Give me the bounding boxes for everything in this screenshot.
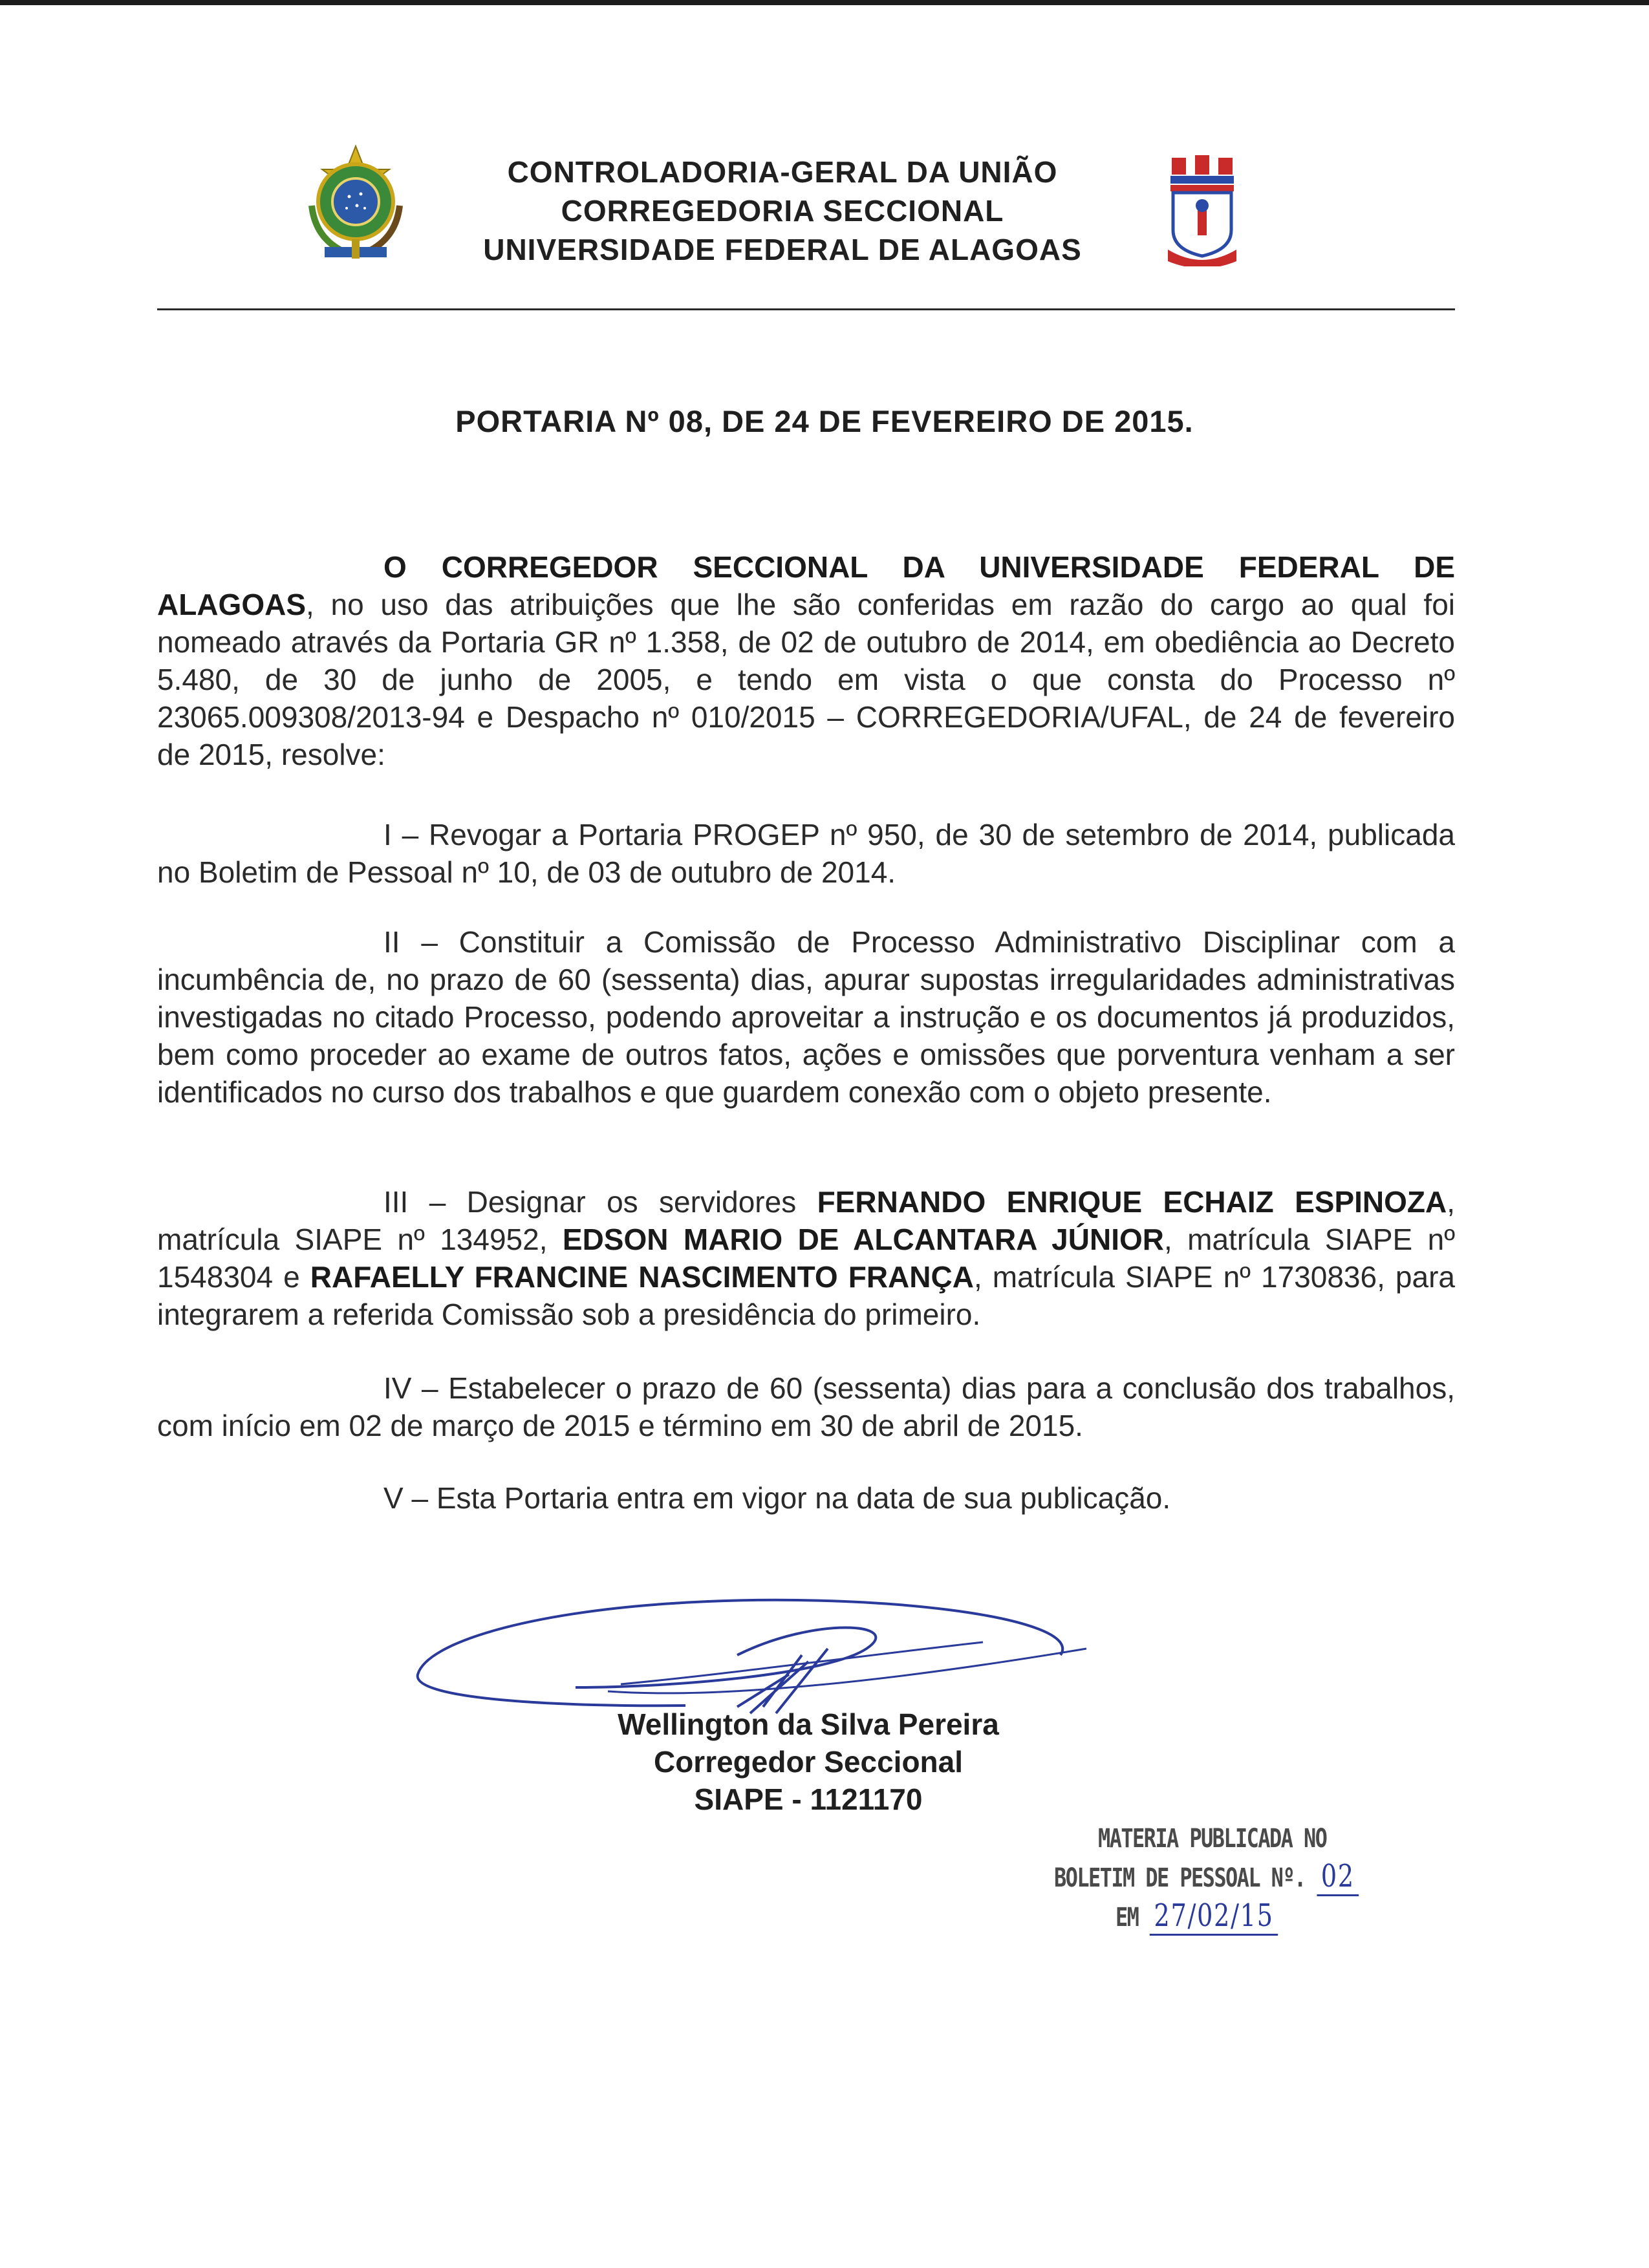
member-name-3: RAFAELLY FRANCINE NASCIMENTO FRANÇA — [310, 1260, 974, 1294]
intro-paragraph — [157, 548, 1455, 773]
article-iii-text-4: , matrícula SIAPE nº 1730836, para integrarem a referida Comissão sob a presidência do primeiro. — [157, 1260, 1455, 1331]
article-ii-text: II – Constituir a Comissão de Processo Administrativo Disciplinar com a incumbência de, no prazo de 60 (sessenta) dias, apurar supostas irregularidades administrativas investigadas no citado Processo, podendo aproveitar a instrução e os documentos já produzidos, bem como proceder ao exame de outros fatos, ações e omissões que porventura venham a ser identificados no curso dos trabalhos e que guardem conexão com o objeto presente. — [157, 925, 1455, 1109]
stamp-line-1: MATERIA PUBLICADA NO — [1098, 1824, 1327, 1854]
stamp-date-label: EM — [1116, 1903, 1139, 1932]
intro-bold-opening: O CORREGEDOR SECCIONAL DA UNIVERSIDADE FEDERAL DE ALAGOAS — [157, 550, 1455, 621]
header-line-1: CONTROLADORIA-GERAL DA UNIÃO — [507, 155, 1058, 189]
article-iii-text-2: , matrícula SIAPE nº 134952, — [157, 1185, 1456, 1256]
stamp-bulletin-label: BOLETIM DE PESSOAL Nº. — [1054, 1863, 1306, 1893]
article-ii — [157, 923, 1455, 1111]
intro-text: , no uso das atribuições que lhe são conferidas em razão do cargo ao qual foi nomeado através da Portaria GR nº 1.358, de 02 de outubro de 2014, em obediência ao Decreto 5.480, de 30 de junho de 2005, e tendo em vista o que consta do Processo nº 23065.009308/2013-94 e Despacho nº 010/2015 – CORREGEDORIA/UFAL, de 24 de fevereiro de 2015, resolve: — [157, 588, 1455, 771]
signer-siape: SIAPE - 1121170 — [694, 1782, 923, 1816]
article-v-text: V – Esta Portaria entra em vigor na data de sua publicação. — [383, 1481, 1171, 1515]
signer-role: Corregedor Seccional — [653, 1745, 964, 1779]
article-iv — [157, 1369, 1455, 1444]
ufal-coat-of-arms-icon — [1164, 153, 1240, 266]
letterhead-text — [414, 153, 1151, 269]
stamp-bulletin-number: 02 — [1317, 1858, 1359, 1896]
article-v — [157, 1479, 1455, 1517]
top-edge-line — [0, 0, 1649, 5]
article-iii-text-3: , matrícula SIAPE nº 1548304 e — [157, 1223, 1455, 1294]
member-name-2: EDSON MARIO DE ALCANTARA JÚNIOR — [562, 1223, 1164, 1256]
member-name-1: FERNANDO ENRIQUE ECHAIZ ESPINOZA — [817, 1185, 1447, 1219]
header-line-2: CORREGEDORIA SECCIONAL — [561, 194, 1004, 228]
article-i — [157, 816, 1455, 891]
publication-stamp — [1054, 1820, 1455, 1936]
article-iv-text: IV – Estabelecer o prazo de 60 (sessenta) dias para a conclusão dos trabalhos, com início em 02 de março de 2015 e término em 30 de abril de 2015. — [157, 1371, 1455, 1442]
stamp-line-2 — [1054, 1857, 1375, 1897]
header-line-3: UNIVERSIDADE FEDERAL DE ALAGOAS — [483, 233, 1082, 266]
stamp-line-3 — [1116, 1897, 1387, 1936]
brazil-coat-of-arms-icon — [303, 144, 409, 265]
stamp-date: 27/02/15 — [1150, 1898, 1278, 1936]
article-iii-text-1: III – Designar os servidores — [383, 1185, 817, 1219]
document-title: PORTARIA Nº 08, DE 24 DE FEVEREIRO DE 2015. — [455, 404, 1194, 438]
header-divider — [157, 308, 1455, 310]
signer-name: Wellington da Silva Pereira — [618, 1707, 999, 1741]
article-i-text: I – Revogar a Portaria PROGEP nº 950, de 30 de setembro de 2014, publicada no Boletim de Pessoal nº 10, de 03 de outubro de 2014. — [157, 818, 1455, 889]
signature-block — [517, 1706, 1099, 1818]
article-iii — [157, 1183, 1455, 1333]
